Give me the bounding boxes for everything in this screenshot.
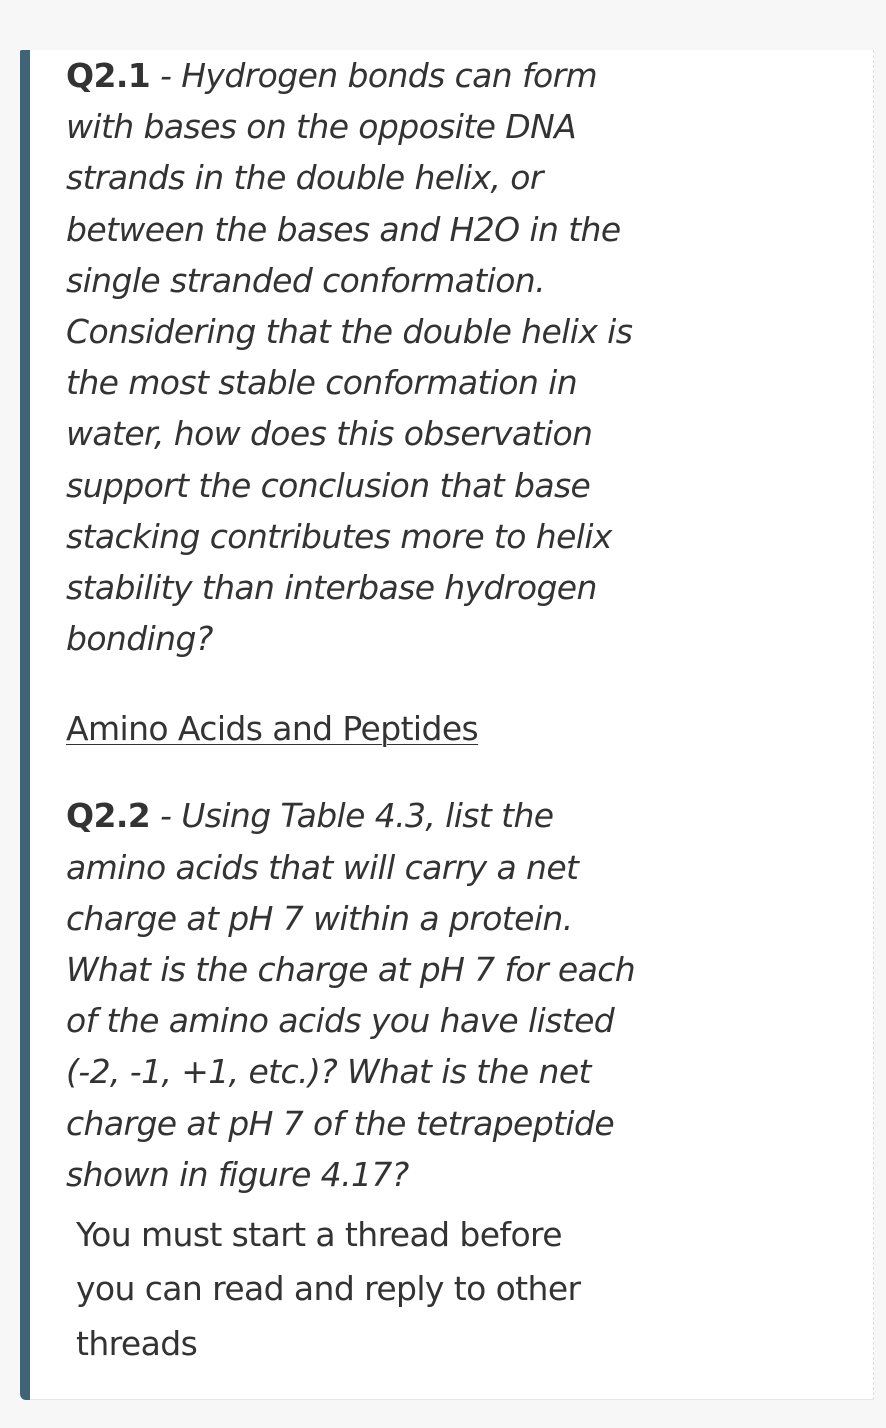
prompt-content <box>66 50 756 1371</box>
question-line: single stranded conformation. <box>66 260 546 300</box>
question-line: Considering that the double helix is <box>66 311 633 351</box>
question-line: with bases on the opposite DNA <box>66 107 577 147</box>
question-line: of the amino acids you have listed <box>66 1001 615 1041</box>
section-heading: Amino Acids and Peptides <box>66 709 479 749</box>
question-line: shown in figure 4.17? <box>66 1154 409 1194</box>
question-line: What is the charge at pH 7 for each <box>66 950 636 990</box>
question-q2-2 <box>66 790 756 1200</box>
question-line: between the bases and H2O in the <box>66 209 621 249</box>
question-line: the most stable conformation in <box>66 363 578 403</box>
question-q2-1 <box>66 50 756 664</box>
question-number: Q2.2 <box>66 796 151 836</box>
top-strip <box>0 0 886 50</box>
question-line <box>66 50 756 101</box>
notice-line: threads <box>76 1323 198 1363</box>
card-right-edge <box>872 50 874 1400</box>
question-line: amino acids that will carry a net <box>66 847 579 887</box>
notice-line: You must start a thread before <box>76 1214 562 1254</box>
question-line: (-2, -1, +1, etc.)? What is the net <box>66 1052 591 1092</box>
question-line: stacking contributes more to helix <box>66 516 612 556</box>
card-bottom-edge <box>30 1399 874 1400</box>
question-line: charge at pH 7 of the tetrapeptide <box>66 1103 615 1143</box>
question-text: - Using Table 4.3, list the <box>150 796 554 836</box>
notice-line: you can read and reply to other <box>76 1269 581 1309</box>
question-line: bonding? <box>66 619 213 659</box>
question-number: Q2.1 <box>66 56 151 95</box>
question-line: water, how does this observation <box>66 414 593 454</box>
question-line <box>66 790 756 841</box>
thread-required-notice <box>76 1208 756 1372</box>
question-line: stability than interbase hydrogen <box>66 567 597 607</box>
question-line: support the conclusion that base <box>66 465 591 505</box>
question-line: charge at pH 7 within a protein. <box>66 898 573 938</box>
question-line: strands in the double helix, or <box>66 158 543 198</box>
question-text: - Hydrogen bonds can form <box>150 56 598 95</box>
discussion-prompt-card <box>20 50 874 1400</box>
